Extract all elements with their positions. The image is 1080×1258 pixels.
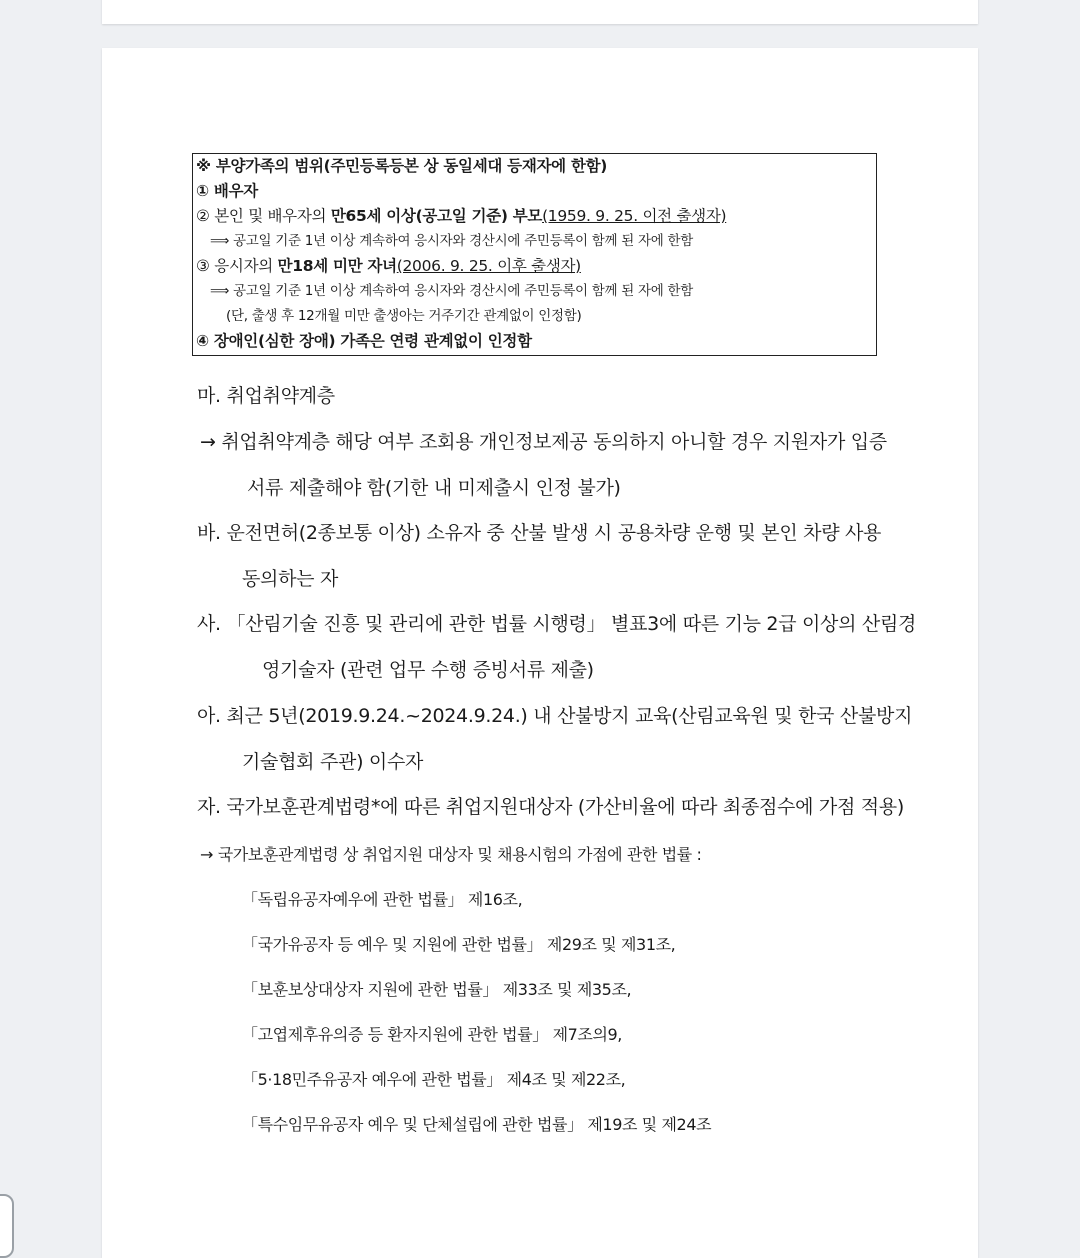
item-ja-note: → 국가보훈관계법령 상 취업지원 대상자 및 채용시험의 가점에 관한 법률 :: [200, 845, 702, 864]
law-item: 「국가유공자 등 예우 및 지원에 관한 법률」 제29조 및 제31조,: [242, 935, 676, 954]
law-item: 「5·18민주유공자 예우에 관한 법률」 제4조 및 제22조,: [242, 1070, 626, 1089]
box-text-bold: 만18세 미만 자녀: [277, 257, 397, 275]
box-item-children: [196, 254, 876, 279]
box-text-bold: 만65세 이상(공고일 기준) 부모: [330, 207, 543, 225]
box-text-underline: (2006. 9. 25. 이후 출생자): [396, 257, 581, 275]
item-sa-1: 사. 「산림기술 진흥 및 관리에 관한 법률 시행령」 별표3에 따른 기능 2급 이상의 산림경: [197, 613, 917, 635]
item-ma: 마. 취업취약계층: [197, 385, 335, 407]
item-a-2: 기술협회 주관) 이수자: [242, 751, 424, 773]
box-text-underline: (1959. 9. 25. 이전 출생자): [542, 207, 727, 225]
previous-page: [102, 0, 978, 24]
box-note-parents: ⟹ 공고일 기준 1년 이상 계속하여 응시자와 경산시에 주민등록이 함께 된 자에 한함: [210, 233, 693, 249]
box-item-spouse: ① 배우자: [196, 182, 258, 200]
document-page: [102, 48, 978, 1258]
law-item: 「보훈보상대상자 지원에 관한 법률」 제33조 및 제35조,: [242, 980, 632, 999]
box-title: ※ 부양가족의 범위(주민등록등본 상 동일세대 등재자에 한함): [196, 157, 608, 175]
law-item: 「특수임무유공자 예우 및 단체설립에 관한 법률」 제19조 및 제24조: [242, 1115, 712, 1134]
box-text: ② 본인 및 배우자의: [196, 207, 331, 225]
item-ma-note-2: 서류 제출해야 함(기한 내 미제출시 인정 불가): [247, 477, 621, 499]
law-item: 「고엽제후유의증 등 환자지원에 관한 법률」 제7조의9,: [242, 1025, 622, 1044]
item-ma-note-1: → 취업취약계층 해당 여부 조회용 개인정보제공 동의하지 아니할 경우 지원자가 입증: [200, 431, 887, 453]
item-a-1: 아. 최근 5년(2019.9.24.~2024.9.24.) 내 산불방지 교육(산림교육원 및 한국 산불방지: [197, 705, 913, 727]
law-item: 「독립유공자예우에 관한 법률」 제16조,: [242, 890, 523, 909]
box-item-disabled: ④ 장애인(심한 장애) 가족은 연령 관계없이 인정함: [196, 332, 532, 350]
scroll-handle[interactable]: [0, 1194, 14, 1258]
box-note-children: ⟹ 공고일 기준 1년 이상 계속하여 응시자와 경산시에 주민등록이 함께 된 자에 한함: [210, 283, 693, 299]
box-note-infants: (단, 출생 후 12개월 미만 출생아는 거주기간 관계없이 인정함): [226, 308, 582, 324]
dependents-scope-box: [192, 153, 877, 356]
box-text: ③ 응시자의: [196, 257, 278, 275]
box-item-parents: [196, 204, 876, 229]
item-sa-2: 영기술자 (관련 업무 수행 증빙서류 제출): [262, 659, 594, 681]
item-ba-1: 바. 운전면허(2종보통 이상) 소유자 중 산불 발생 시 공용차량 운행 및 본인 차량 사용: [197, 522, 882, 544]
item-ja: 자. 국가보훈관계법령*에 따른 취업지원대상자 (가산비율에 따라 최종점수에 가점 적용): [197, 796, 904, 818]
item-ba-2: 동의하는 자: [242, 568, 339, 590]
